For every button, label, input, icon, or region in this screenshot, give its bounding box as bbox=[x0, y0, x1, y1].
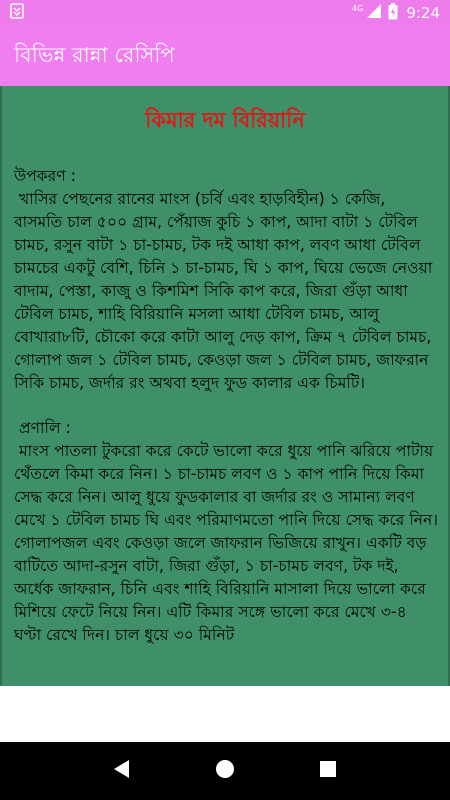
method-text: মাংস পাতলা টুকরো করে কেটে ভালো করে ধুয়ে পানি ঝরিয়ে পাটায় থেঁতলে কিমা করে নিন। ১ চা-চামচ লবণ ও ১ কাপ পানি দিয়ে কিমা সেদ্ধ করে নিন। আলু ধুয়ে ফুডকালার বা জর্দার রং ও সামান্য লবণ মেখে ১ টেবিল চামচ ঘি এবং পরিমাণমতো পানি দিয়ে সেদ্ধ করে নিন। গোলাপজল এবং কেওড়া জলে জাফরান ভিজিয়ে রাখুন। একটি বড় বাটিতে আদা-রসুন বাটা, জিরা গুঁড়া, ১ চা-চামচ লবণ, টক দই, অর্ধেক জাফরান, চিনি এবং শাহি বিরিয়ানি মাসালা দিয়ে ভালো করে মিশিয়ে ফেটে নিয়ে নিন। এটি কিমার সঙ্গে ভালো করে মেখে ৩-৪ ঘণ্টা রেখে দিন। চাল ধুয়ে ৩০ মিনিট bbox=[14, 442, 443, 644]
ad-area bbox=[0, 686, 450, 742]
ingredients-heading: উপকরণ : bbox=[14, 167, 76, 185]
recents-icon bbox=[318, 759, 338, 783]
recipe-body bbox=[14, 165, 443, 647]
recipe-content[interactable] bbox=[0, 86, 450, 686]
home-icon bbox=[214, 758, 236, 784]
back-icon bbox=[112, 758, 132, 784]
back-button[interactable] bbox=[102, 751, 142, 791]
navigation-bar bbox=[0, 742, 450, 800]
app-title: বিভিন্ন রান্না রেসিপি bbox=[14, 42, 175, 67]
status-right bbox=[352, 3, 440, 24]
notification-icon bbox=[10, 3, 24, 23]
ingredients-text: খাসির পেছনের রানের মাংস (চর্বি এবং হাড়বিহীন) ১ কেজি, বাসমতি চাল ৫০০ গ্রাম, পেঁয়াজ কুচি ১ কাপ, আদা বাটা ১ টেবিল চামচ, রসুন বাটা ১ চা-চামচ, টক দই আধা কাপ, লবণ আধা টেবিল চামচের একটু বেশি, চিনি ১ চা-চামচ, ঘি ১ কাপ, ঘিয়ে ভেজে নেওয়া বাদাম, পেস্তা, কাজু ও কিশমিশ সিকি কাপ করে, জিরা গুঁড়া আধা টেবিল চামচ, শাহি বিরিয়ানি মসলা আধা টেবিল চামচ, আলু বোখারা৮টি, চৌকো করে কাটা আলু দেড় কাপ, ক্রিম ৭ টেবিল চামচ, গোলাপ জল ১ টেবিল চামচ, কেওড়া জল ১ টেবিল চামচ, জাফরান সিকি চামচ, জর্দার রং অথবা হলুদ ফুড কালার এক চিমটি। bbox=[14, 190, 438, 392]
app-bar bbox=[0, 26, 450, 86]
home-button[interactable] bbox=[205, 751, 245, 791]
recents-button[interactable] bbox=[308, 751, 348, 791]
status-bar bbox=[0, 0, 450, 26]
method-heading: প্রণালি : bbox=[14, 419, 71, 437]
battery-icon bbox=[388, 3, 398, 24]
signal-icon bbox=[366, 3, 382, 23]
status-left bbox=[10, 3, 24, 23]
network-label: 4G bbox=[352, 3, 364, 13]
status-time: 9:24 bbox=[406, 4, 440, 22]
recipe-title: কিমার দম বিরিয়ানি bbox=[145, 108, 305, 132]
